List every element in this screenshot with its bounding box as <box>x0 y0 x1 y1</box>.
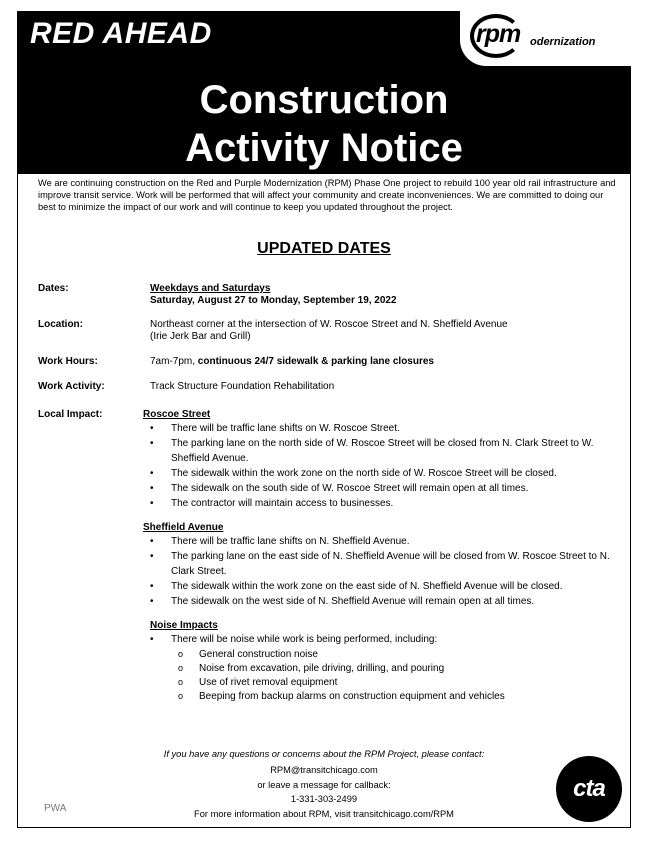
work-activity-label: Work Activity: <box>38 381 105 392</box>
work-hours-label: Work Hours: <box>38 356 98 367</box>
location-line-2: (Irie Jerk Bar and Grill) <box>150 331 251 342</box>
page-title-line-2: Activity Notice <box>185 126 463 170</box>
list-item: • The parking lane on the north side of W. Roscoe Street will be closed from N. Clark Street to W. Sheffield Avenue. <box>150 436 625 466</box>
list-item: • The sidewalk on the west side of N. Sheffield Avenue will remain open at all times. <box>150 594 625 609</box>
list-item: o Beeping from backup alarms on construction equipment and vehicles <box>178 690 505 704</box>
list-item: • The parking lane on the east side of N. Sheffield Avenue will be closed from W. Roscoe Street to N. Clark Street. <box>150 549 625 579</box>
local-impact-label: Local Impact: <box>38 409 103 420</box>
list-item: • The sidewalk on the south side of W. Roscoe Street will remain open at all times. <box>150 481 625 496</box>
roscoe-street-list <box>150 421 625 511</box>
pwa-mark: PWA <box>44 803 67 814</box>
rpm-logo-text: rpm <box>476 20 521 48</box>
list-item: • The contractor will maintain access to businesses. <box>150 496 625 511</box>
list-item: o Use of rivet removal equipment <box>178 676 505 690</box>
work-activity-value: Track Structure Foundation Rehabilitation <box>150 381 335 392</box>
work-hours-closures: continuous 24/7 sidewalk & parking lane closures <box>197 356 434 367</box>
list-item: • There will be traffic lane shifts on W. Roscoe Street. <box>150 421 625 436</box>
list-item: • The sidewalk within the work zone on the north side of W. Roscoe Street will be closed. <box>150 466 625 481</box>
noise-impacts-heading: Noise Impacts <box>150 620 218 631</box>
work-hours-time: 7am-7pm, <box>150 356 198 367</box>
noise-sources-list <box>178 648 505 704</box>
location-label: Location: <box>38 319 83 330</box>
dates-line-2: Saturday, August 27 to Monday, September 19, 2022 <box>150 295 397 306</box>
list-item: • The sidewalk within the work zone on the east side of N. Sheffield Avenue will be closed. <box>150 579 625 594</box>
list-item: • There will be traffic lane shifts on N. Sheffield Avenue. <box>150 534 625 549</box>
more-info-link[interactable]: For more information about RPM, visit transitchicago.com/RPM <box>194 809 454 819</box>
sheffield-avenue-heading: Sheffield Avenue <box>143 522 224 533</box>
location-line-1: Northeast corner at the intersection of W. Roscoe Street and N. Sheffield Avenue <box>150 319 508 330</box>
intro-paragraph: We are continuing construction on the Red and Purple Modernization (RPM) Phase One project to rebuild 100 year old rail infrastructure and improve transit service. Work will be performed that will affect your community and create inconveniences. We are committed to doing our best to minimize the impact of our work and will continue to keep you updated throughout the project. <box>38 178 616 212</box>
contact-phone[interactable]: 1-331-303-2499 <box>290 794 358 804</box>
noise-impacts-list <box>150 632 625 647</box>
location-value <box>150 319 508 343</box>
work-hours-value <box>150 356 434 368</box>
dates-line-1: Weekdays and Saturdays <box>150 283 271 294</box>
list-item: o General construction noise <box>178 648 505 662</box>
contact-question: If you have any questions or concerns about the RPM Project, please contact: <box>163 749 485 759</box>
dates-value <box>150 283 397 307</box>
list-item: • There will be noise while work is being performed, including: <box>150 632 625 647</box>
red-ahead-logo: RED AHEAD <box>30 17 212 50</box>
cta-logo-text: cta <box>573 775 605 802</box>
page-title-line-1: Construction <box>199 78 449 122</box>
sheffield-avenue-list <box>150 534 625 609</box>
list-item: o Noise from excavation, pile driving, drilling, and pouring <box>178 662 505 676</box>
updated-dates-heading: UPDATED DATES <box>257 240 391 257</box>
dates-label: Dates: <box>38 283 69 294</box>
rpm-logo-subtext: odernization <box>530 36 596 48</box>
contact-email[interactable]: RPM@transitchicago.com <box>270 765 378 775</box>
roscoe-street-heading: Roscoe Street <box>143 409 211 420</box>
callback-text: or leave a message for callback: <box>257 780 391 790</box>
